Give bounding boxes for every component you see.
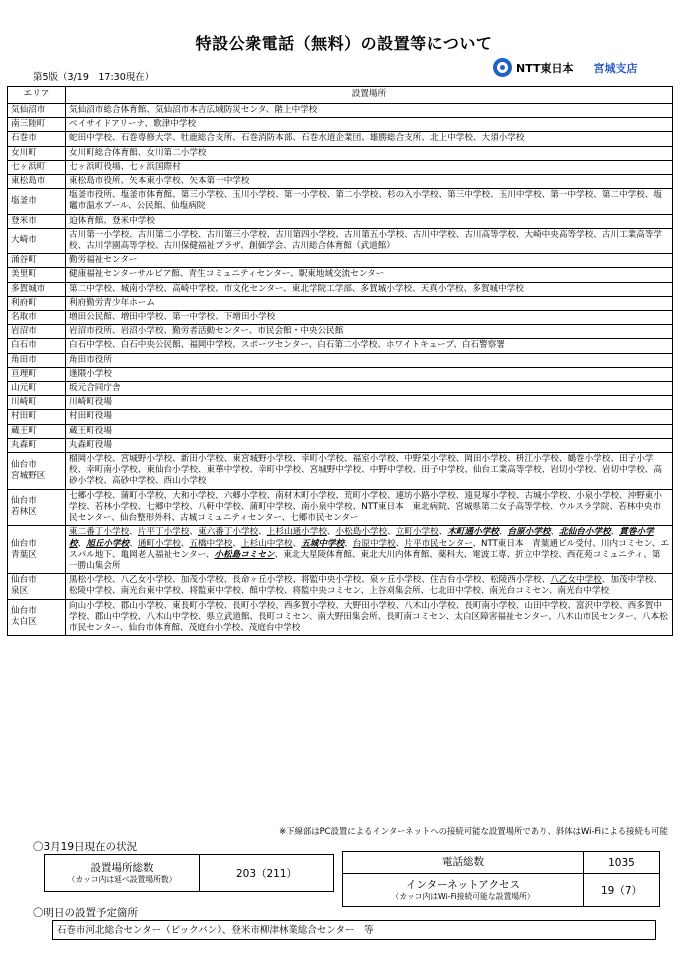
place-cell bbox=[66, 214, 673, 228]
table-row bbox=[8, 489, 673, 526]
area-cell: 仙台市 太白区 bbox=[8, 599, 66, 636]
pc-site: 通町小学校 bbox=[137, 538, 181, 549]
table-row bbox=[8, 325, 673, 339]
area-cell: 仙台市 若林区 bbox=[8, 489, 66, 526]
site-text: 、 bbox=[232, 538, 241, 549]
table-row bbox=[8, 132, 673, 146]
place-cell bbox=[66, 325, 673, 339]
pc-site: 小松島小学校 bbox=[335, 527, 388, 538]
site-text: 健康福祉センターサルビア館、青生コミュニティセンター、駅東地域交流センター bbox=[69, 269, 385, 280]
total-sites-sub: （カッコ内は延べ設置場所数） bbox=[67, 874, 177, 884]
area-cell: 白石市 bbox=[8, 339, 66, 353]
pc-site: 八乙女中学校 bbox=[550, 575, 602, 586]
table-row bbox=[8, 599, 673, 636]
site-text: 、 bbox=[387, 527, 396, 538]
site-text: 利府勤労青少年ホーム bbox=[69, 297, 155, 308]
site-text: 、加茂中学校、松陵中学校、南光台東中学校、将監東中学校、館中学校、将監中央コミセン、上谷刈集会所、七北田中学校、南光台コミセン、南光台中学校 bbox=[69, 575, 663, 597]
place-cell bbox=[66, 311, 673, 325]
table-row bbox=[8, 453, 673, 490]
area-cell: 亘理町 bbox=[8, 367, 66, 381]
area-cell: 蔵王町 bbox=[8, 424, 66, 438]
site-text: 、 bbox=[189, 527, 198, 538]
site-text: 榴岡小学校、宮城野小学校、新田小学校、東宮城野小学校、幸町小学校、福室小学校、中野栄小学校、岡田小学校、枡江小学校、鶴巻小学校、田子小学校、幸町南小学校、東仙台小学校、東華中学校、幸町中学校、宮城野中学校、中野中学校、田子中学校、仙台工業高等学校、岩切小学校、岩切中学校、高砂小学校、高砂中学校、西山小学校 bbox=[69, 454, 662, 487]
place-cell bbox=[66, 175, 673, 189]
place-cell bbox=[66, 599, 673, 636]
area-cell: 塩釜市 bbox=[8, 189, 66, 214]
table-row bbox=[8, 311, 673, 325]
place-cell bbox=[66, 228, 673, 253]
site-text: 、 bbox=[498, 527, 508, 538]
area-cell: 南三陸町 bbox=[8, 118, 66, 132]
table-row bbox=[8, 160, 673, 174]
table-row bbox=[8, 424, 673, 438]
place-cell bbox=[66, 132, 673, 146]
page-title: 特設公衆電話（無料）の設置等について bbox=[195, 34, 493, 53]
site-text: 岩沼市役所、岩沼小学校、勤労者活動センター、市民会館・中央公民館 bbox=[69, 326, 344, 337]
table-row bbox=[8, 574, 673, 599]
site-text: 坂元合同庁舎 bbox=[69, 383, 121, 394]
pc-site: 上杉山中学校 bbox=[241, 538, 293, 549]
site-text: 第二中学校、城南小学校、高崎中学校、市文化センター、東北学院工学部、多賀城小学校、天真小学校、多賀城中学校 bbox=[69, 283, 524, 294]
table-row bbox=[8, 214, 673, 228]
area-cell: 岩沼市 bbox=[8, 325, 66, 339]
table-row bbox=[8, 189, 673, 214]
site-text: 、東北大星陵体育館、東北大川内体育館、薬科大、電波工専、折立中学校、西花苑コミュニティ、第一勝山集会所 bbox=[69, 549, 661, 571]
place-cell bbox=[66, 146, 673, 160]
site-text: 七郷小学校、蒲町小学校、大和小学校、六郷小学校、南材木町小学校、荒町小学校、連坊小路小学校、遠見塚小学校、古城小学校、小泉小学校、沖野東小学校、若林小学校、七郷中学校、八軒中学校、蒲町中学校、南小泉中学校、NTT東日本 東北病院、宮城県第二女子高等学校、ウルスラ学院、若林中央市民センター、仙台整形外科、古城コミュニティセンター、七郷市民センター bbox=[69, 490, 662, 524]
site-text: 白石中学校、白石中央公民館、福岡中学校、スポーツセンター、白石第二小学校、ホワイトキューブ、白石警察署 bbox=[69, 340, 505, 351]
site-text: 、 bbox=[292, 538, 302, 549]
area-cell: 涌谷町 bbox=[8, 254, 66, 268]
area-cell: 多賀城市 bbox=[8, 282, 66, 296]
place-cell bbox=[66, 189, 673, 214]
table-row bbox=[8, 104, 673, 118]
site-text: 角田市役所 bbox=[69, 354, 112, 365]
edition-label: 第5版（3/19 17:30現在） bbox=[33, 72, 155, 83]
tomorrow-section-title: 〇明日の設置予定箇所 bbox=[33, 907, 138, 919]
site-text: 、 bbox=[129, 527, 138, 538]
table-row bbox=[8, 268, 673, 282]
wifi-site: 台原小学校 bbox=[507, 527, 551, 538]
place-cell bbox=[66, 104, 673, 118]
site-text: 気仙沼市総合体育館、気仙沼市本吉広域防災センタ、階上中学校 bbox=[69, 105, 318, 115]
site-text: 、 bbox=[610, 527, 620, 538]
site-text: 向山小学校、郡山小学校、東長町小学校、長町小学校、西多賀小学校、大野田小学校、八木山小学校、長町南小学校、山田中学校、富沢中学校、西多賀中学校、郡山中学校、八木山中学校、県立武道館、長町コミセン、南大野田集会所、長町南コミセン、太白区障害福祉センター、八木山市民センター、八本松市民センター、仙台市体育館、茂庭台小学校、茂庭台中学校 bbox=[69, 600, 668, 633]
place-cell bbox=[66, 160, 673, 174]
site-text: 村田町役場 bbox=[69, 411, 112, 422]
table-row bbox=[8, 118, 673, 132]
site-text: 女川町総合体育館、女川第二小学校 bbox=[69, 147, 207, 158]
site-text: 逢隈小学校 bbox=[69, 368, 112, 379]
table-row bbox=[8, 382, 673, 396]
wifi-site: 木町通小学校 bbox=[447, 527, 499, 538]
site-text: 、 bbox=[326, 527, 336, 538]
place-cell bbox=[66, 574, 673, 599]
site-text: 、NTT東日本 青葉通ビル受付、川内コミセン、エスパル地下、亀岡老人福祉センター、 bbox=[69, 538, 669, 560]
table-row bbox=[8, 339, 673, 353]
table-row bbox=[8, 367, 673, 381]
total-sites-label-cell bbox=[45, 855, 200, 892]
area-cell: 名取市 bbox=[8, 311, 66, 325]
table-row bbox=[8, 146, 673, 160]
place-cell bbox=[66, 424, 673, 438]
internet-sub: （カッコ内はWi-Fi接続可能な設置場所） bbox=[391, 891, 535, 901]
table-row bbox=[8, 396, 673, 410]
table-header-row bbox=[8, 87, 673, 104]
pc-site: 上杉山通小学校 bbox=[266, 527, 327, 538]
site-text: 丸森町役場 bbox=[69, 439, 112, 450]
status-section-title: 〇3月19日現在の状況 bbox=[33, 841, 138, 853]
place-cell bbox=[66, 254, 673, 268]
wifi-site: 五城中学校 bbox=[301, 538, 345, 549]
site-text: 勤労福祉センター bbox=[69, 255, 138, 266]
ntt-logo-icon bbox=[493, 58, 512, 77]
internet-label: インターネットアクセス bbox=[406, 878, 520, 891]
wifi-site: 貫巻小学校 bbox=[69, 527, 654, 549]
table-row bbox=[8, 296, 673, 310]
place-cell bbox=[66, 396, 673, 410]
total-sites-table bbox=[44, 854, 334, 892]
site-text: 、 bbox=[129, 538, 138, 549]
pc-site: 台原中学校 bbox=[352, 538, 396, 549]
table-row bbox=[8, 353, 673, 367]
place-cell bbox=[66, 268, 673, 282]
place-cell bbox=[66, 118, 673, 132]
area-cell: 村田町 bbox=[8, 410, 66, 424]
place-cell bbox=[66, 367, 673, 381]
total-sites-label: 設置場所総数 bbox=[90, 861, 154, 874]
area-cell: 大崎市 bbox=[8, 228, 66, 253]
table-row bbox=[8, 228, 673, 253]
site-text: 増田公民館、増田中学校、第一中学校、下増田小学校 bbox=[69, 312, 276, 323]
area-cell: 気仙沼市 bbox=[8, 104, 66, 118]
pc-site: 片平丁小学校 bbox=[137, 527, 190, 538]
table-row bbox=[8, 282, 673, 296]
table-row bbox=[8, 175, 673, 189]
site-text: 川崎町役場 bbox=[69, 397, 112, 408]
site-text: 、 bbox=[77, 538, 87, 549]
place-cell bbox=[66, 438, 673, 452]
place-cell bbox=[66, 339, 673, 353]
place-cell bbox=[66, 489, 673, 526]
area-cell: 仙台市 宮城野区 bbox=[8, 453, 66, 490]
area-cell: 女川町 bbox=[8, 146, 66, 160]
area-cell: 仙台市 泉区 bbox=[8, 574, 66, 599]
site-text: 蔵王町役場 bbox=[69, 425, 112, 436]
site-text: 、 bbox=[438, 527, 448, 538]
phones-value: 1035 bbox=[584, 852, 660, 874]
pc-site: 立町小学校 bbox=[395, 527, 439, 538]
site-text: 黒松小学校、八乙女小学校、加茂小学校、長命ヶ丘小学校、将監中央小学校、泉ヶ丘小学校、住吉台小学校、松陵西小学校、 bbox=[69, 575, 551, 586]
table-row bbox=[8, 254, 673, 268]
site-text: 七ヶ浜町役場、七ヶ浜国際村 bbox=[69, 161, 181, 172]
wifi-site: 旭丘小学校 bbox=[86, 538, 130, 549]
place-cell bbox=[66, 526, 673, 574]
area-cell: 東松島市 bbox=[8, 175, 66, 189]
site-text: 東松島市役所、矢本東小学校、矢本第一中学校 bbox=[69, 176, 250, 187]
place-cell bbox=[66, 296, 673, 310]
installation-table bbox=[7, 86, 673, 636]
area-cell: 登米市 bbox=[8, 214, 66, 228]
pc-site: 五橋中学校 bbox=[189, 538, 233, 549]
ntt-logo bbox=[493, 58, 637, 77]
header-place: 設置場所 bbox=[66, 87, 673, 104]
internet-label-cell bbox=[343, 874, 584, 907]
area-cell: 川崎町 bbox=[8, 396, 66, 410]
wifi-site: 小松島コミセン bbox=[214, 549, 275, 560]
site-text: 、 bbox=[180, 538, 190, 549]
pc-site: 東二番丁小学校 bbox=[69, 527, 130, 538]
table-row bbox=[8, 526, 673, 574]
phones-label: 電話総数 bbox=[343, 852, 584, 874]
area-cell: 山元町 bbox=[8, 382, 66, 396]
table-row bbox=[8, 438, 673, 452]
site-text: 塩釜市役所、塩釜市体育館、第三小学校、玉川小学校、第一小学校、第二小学校、杉の入小学校、第三中学校、玉川中学校、第一中学校、第二中学校、塩竈市温水プール、公民館、仙塩病院 bbox=[69, 190, 662, 212]
wifi-site: 北仙台小学校 bbox=[559, 527, 611, 538]
site-text: 、 bbox=[550, 527, 560, 538]
site-text: 、 bbox=[258, 527, 267, 538]
site-text: ベイサイドアリーナ、歌津中学校 bbox=[69, 119, 197, 130]
legend-note: ※下線部はPC設置によるインターネットへの接続可能な設置場所であり、斜体はWi-Fiによる接続も可能 bbox=[279, 826, 668, 836]
phone-internet-table bbox=[342, 851, 660, 907]
area-cell: 石巻市 bbox=[8, 132, 66, 146]
area-cell: 利府町 bbox=[8, 296, 66, 310]
header-area: エリア bbox=[8, 87, 66, 104]
place-cell bbox=[66, 453, 673, 490]
total-sites-value: 203（211） bbox=[200, 855, 334, 892]
table-row bbox=[8, 410, 673, 424]
area-cell: 角田市 bbox=[8, 353, 66, 367]
branch-name: 宮城支店 bbox=[593, 61, 638, 75]
site-text: 、 bbox=[344, 538, 353, 549]
site-text: 古川第一小学校、古川第二小学校、古川第三小学校、古川第四小学校、古川第五小学校、古川中学校、古川高等学校、大崎中央高等学校、古川工業高等学校、古川学園高等学校、古川保健福祉プラザ、創価学会、古川総合体育館（武道館） bbox=[69, 229, 662, 252]
pc-site: 東六番丁小学校 bbox=[197, 527, 259, 538]
place-cell bbox=[66, 382, 673, 396]
place-cell bbox=[66, 353, 673, 367]
site-text: 、 bbox=[395, 538, 405, 549]
site-text: 蛇田中学校、石巻専修大学、牡鹿総合支所、石巻消防本部、石巻水道企業団、雄勝総合支所、北上中学校、大須小学校 bbox=[69, 133, 525, 144]
pc-site: 片平市民センター bbox=[404, 538, 473, 549]
area-cell: 美里町 bbox=[8, 268, 66, 282]
area-cell: 七ヶ浜町 bbox=[8, 160, 66, 174]
area-cell: 丸森町 bbox=[8, 438, 66, 452]
area-cell: 仙台市 青葉区 bbox=[8, 526, 66, 574]
place-cell bbox=[66, 410, 673, 424]
internet-value: 19（7） bbox=[584, 874, 660, 907]
site-text: 迫体育館、登米中学校 bbox=[69, 215, 155, 226]
logo-word: NTT東日本 bbox=[516, 61, 574, 75]
place-cell bbox=[66, 282, 673, 296]
tomorrow-text: 石巻市河北総合センター（ビックバン）、登米市柳津林業総合センター 等 bbox=[52, 920, 656, 940]
